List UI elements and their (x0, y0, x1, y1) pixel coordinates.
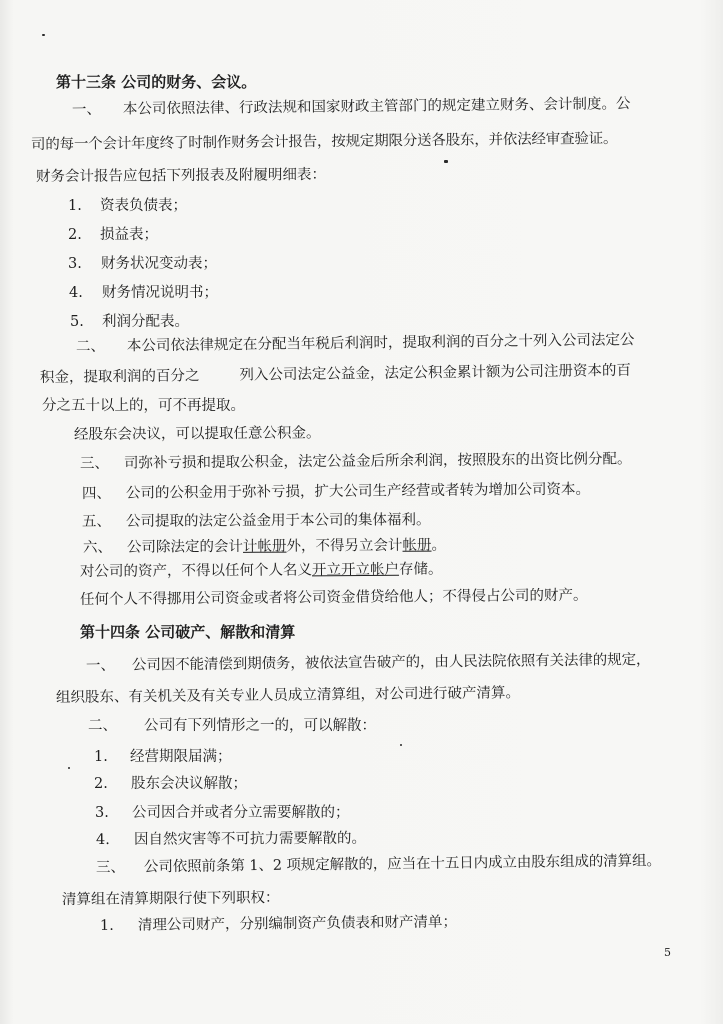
list-number: 4. (69, 285, 83, 301)
underlined-term: 计帐册 (242, 538, 287, 555)
clause-number: 一、 (71, 101, 102, 118)
list-item (95, 803, 350, 823)
list-number: 3. (95, 805, 109, 821)
scan-speck (42, 34, 45, 36)
clause-text: 公司有下列情形之一的，可以解散： (144, 718, 376, 734)
paragraph-line (83, 535, 446, 558)
clause-text: 本公司依照法律、行政法规和国家财政主管部门的规定建立财务、会计制度。公 (122, 96, 631, 118)
list-text: 因自然灾害等不可抗力需要解散的。 (133, 830, 367, 848)
clause-text: 积金，提取利润的百分之 (39, 368, 200, 386)
scan-speck (400, 744, 402, 746)
paragraph-line (82, 480, 590, 504)
clause-number: 五、 (81, 513, 112, 530)
clause-number: 三、 (95, 859, 125, 876)
paragraph-line (76, 330, 635, 357)
paragraph-line: 司的每一个会计年度终了时制作财务会计报告，按规定期限分送各股东，并依法经审查验证。 (30, 130, 618, 153)
paragraph-line: 清算组在清算期限行使下列职权： (61, 890, 280, 908)
list-text: 财务情况说明书； (102, 285, 218, 301)
list-item (68, 196, 187, 216)
clause-text: 公司因不能清偿到期债务，被依法宣告破产的，由人民法院依照有关法律的规定， (131, 652, 651, 674)
clause-number: 六、 (82, 539, 113, 556)
list-text: 清理公司财产，分别编制资产负债表和财产清单； (137, 914, 458, 934)
paragraph-line: 分之五十以上的，可不再提取。 (42, 398, 245, 414)
section-13-heading: 第十三条 公司的财务、会议。 (56, 73, 257, 91)
paragraph-line: 经股东会决议，可以提取任意公积金。 (73, 425, 321, 443)
clause-text: 列入公司法定公益金，法定公积金累计额为公司注册资本的百 (239, 362, 632, 384)
paragraph-line (88, 716, 376, 736)
list-text: 损益表； (100, 227, 158, 243)
clause-text: 对公司的资产，不得以任何个人名义 (79, 562, 313, 580)
list-number: 2. (68, 227, 82, 243)
paragraph-line: 任何个人不得挪用公司资金或者将公司资金借贷给他人；不得侵占公司的财产。 (79, 587, 588, 608)
clause-text: 公司提取的法定公益金用于本公司的集体福利。 (125, 512, 431, 530)
clause-number: 二、 (75, 338, 106, 355)
paragraph-line (86, 650, 651, 676)
list-text: 资表负债表； (100, 198, 187, 214)
clause-number: 三、 (79, 455, 110, 472)
section-14-heading: 第十四条 公司破产、解散和清算 (80, 623, 296, 641)
clause-text: 存储。 (398, 561, 443, 578)
list-item (68, 225, 158, 245)
scan-speck (444, 160, 448, 163)
list-item (68, 254, 217, 274)
clause-text: 本公司依法律规定在分配当年税后利润时，提取利润的百分之十列入公司法定公 (126, 332, 635, 355)
paragraph-line (40, 361, 631, 388)
list-item (94, 774, 247, 794)
list-text: 财务状况变动表； (101, 256, 217, 272)
list-number: 3. (68, 256, 82, 272)
clause-text: 外，不得另立会计 (286, 537, 403, 555)
clause-text: 。 (431, 537, 447, 554)
list-text: 经营期限届满； (130, 749, 232, 765)
clause-text: 司弥补亏损和提取公积金，法定公益金后所余利润，按照股东的出资比例分配。 (123, 451, 632, 472)
clause-text: 公司除法定的会计 (126, 538, 244, 556)
paragraph-line (72, 94, 631, 120)
page-number: 5 (664, 946, 671, 959)
paragraph-line (80, 449, 632, 474)
clause-number: 四、 (81, 485, 112, 502)
paragraph-line (82, 510, 431, 532)
list-text: 股东会决议解散； (131, 776, 247, 792)
list-item (96, 829, 366, 850)
list-number: 4. (95, 831, 110, 848)
list-text: 公司因合并或者分立需要解散的； (132, 805, 350, 821)
clause-number: 一、 (85, 657, 115, 674)
list-number: 1. (68, 198, 82, 214)
paragraph-line: 组织股东、有关机关及有关专业人员成立清算组，对公司进行破产清算。 (55, 685, 521, 706)
clause-number: 二、 (88, 718, 117, 734)
paragraph-line (80, 559, 443, 582)
paragraph-line: 财务会计报告应包括下列报表及附履明细表： (35, 166, 327, 185)
clause-text: 公司的公积金用于弥补亏损，扩大公司生产经营或者转为增加公司资本。 (125, 481, 591, 502)
list-text: 利润分配表。 (102, 314, 189, 330)
list-number: 2. (94, 776, 108, 792)
list-item (70, 312, 189, 332)
scan-speck (68, 767, 70, 769)
paragraph-line (96, 851, 661, 878)
list-number: 1. (99, 917, 114, 934)
underlined-term: 开立开立帐户 (311, 561, 400, 579)
list-number: 5. (70, 314, 84, 330)
list-item (100, 912, 457, 936)
underlined-term: 帐册 (402, 537, 432, 554)
list-number: 1. (94, 749, 108, 765)
list-item (69, 283, 218, 303)
list-item (94, 747, 232, 767)
clause-text: 公司依照前条第 1、2 项规定解散的，应当在十五日内成立由股东组成的清算组。 (143, 853, 661, 876)
